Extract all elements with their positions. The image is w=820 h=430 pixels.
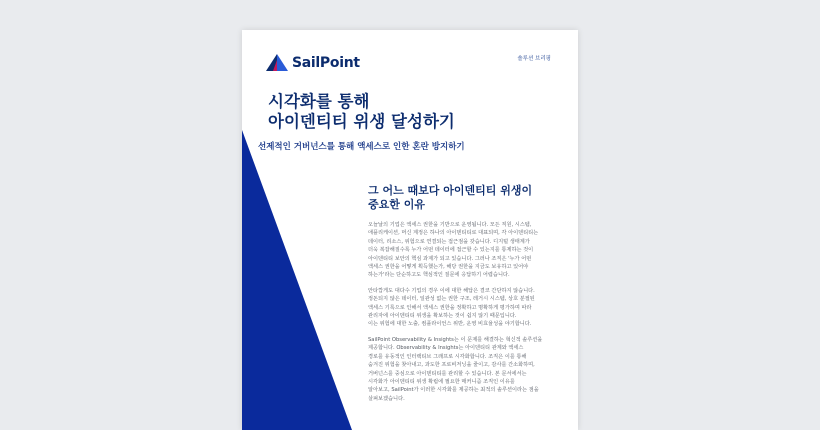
paragraph-line: 관리자에 아이덴티티 위생을 확보하는 것이 쉽지 않기 때문입니다. <box>368 313 517 320</box>
document-title <box>268 92 455 132</box>
paragraph-line: 이는 위험에 대한 노출, 컴플라이언스 위반, 운영 비효율성을 야기합니다. <box>368 321 532 328</box>
title-line: 아이덴티티 위생 달성하기 <box>268 112 455 131</box>
sailpoint-logo <box>266 54 360 72</box>
section-why-identity-hygiene <box>368 184 554 410</box>
paragraph-line: 오늘날의 기업은 액세스 권한을 기반으로 운영됩니다. 모든 직원, 시스템, <box>368 222 532 228</box>
paragraph-line: 하는가'라는 단순하고도 핵심적인 질문에 응답하기 어렵습니다. <box>368 272 510 279</box>
paragraph-line: 시각화가 아이덴티티 위생 확립에 필요한 매커니즘 조직인 이유를 <box>368 378 515 385</box>
paragraph-line: 살펴보겠습니다. <box>368 395 405 402</box>
paragraph-line: 액세스 권한을 어떻게 획득했는가, 해당 권한을 지금도 보유하고 있어야 <box>368 264 529 271</box>
document-page <box>242 30 578 430</box>
paragraph-line: 숨겨진 위험을 찾아내고, 과도한 프로비저닝을 줄이고, 감사를 간소화하며, <box>368 362 535 369</box>
paragraph-line: 거버넌스를 중심으로 아이덴티티를 관리할 수 있습니다. 본 문서에서는 <box>368 370 527 377</box>
paragraph-line: 액세스 기록으로 인해서 액세스 권한을 정확하고 명확하게 평가하며 따라 <box>368 304 532 311</box>
body-paragraph <box>368 287 554 329</box>
paragraph-line: 정돈되지 않은 데이터, 일관성 없는 권한 구조, 레거시 시스템, 상호 분절된 <box>368 296 535 303</box>
paragraph-line: 경로를 유동적인 인터랙티브 그래프로 시각화합니다. 조직은 이를 통해 <box>368 353 527 360</box>
paragraph-line: 더욱 복잡해질수록 누가 어떤 데이터에 접근할 수 있는지를 통제하는 것이 <box>368 247 534 254</box>
heading-line: 중요한 이유 <box>368 198 425 211</box>
section-heading <box>368 184 554 212</box>
document-subtitle: 선제적인 거버넌스를 통해 액세스로 인한 혼란 방지하기 <box>258 142 465 152</box>
sailpoint-sail-logo-icon <box>266 54 288 72</box>
paragraph-line: 아이덴티티 보안의 핵심 과제가 되고 있습니다. 그러나 조직은 '누가 어떤 <box>368 255 532 262</box>
paragraph-line: 제공합니다. Observability & Insights는 아이덴티티 관계와 액세스 <box>368 345 524 352</box>
paragraph-line: 알아보고, SailPoint가 이러한 시각화를 제공하는 최적의 솔루션이라는 점을 <box>368 387 539 394</box>
heading-line: 그 어느 때보다 아이덴티티 위생이 <box>368 184 533 197</box>
paragraph-line: 데이터, 리소스, 위험으로 연결되는 접근점을 갖습니다. 디지털 생태계가 <box>368 238 530 245</box>
body-paragraph <box>368 336 554 403</box>
paragraph-line: 안타깝게도 대다수 기업의 경우 이에 대한 해답은 결코 간단하지 않습니다. <box>368 287 535 294</box>
paragraph-line: 애플리케이션, 머신 계정은 하나의 아이덴티티로 대표되며, 각 아이덴티티는 <box>368 230 539 237</box>
body-paragraph <box>368 221 554 280</box>
title-line: 시각화를 통해 <box>268 92 370 111</box>
brand-name: SailPoint <box>292 55 360 71</box>
paragraph-line: SailPoint Observability & Insights는 이 문제를 해결하는 혁신적 솔루션을 <box>368 336 543 343</box>
document-type-label: 솔루션 브리핑 <box>517 56 551 62</box>
